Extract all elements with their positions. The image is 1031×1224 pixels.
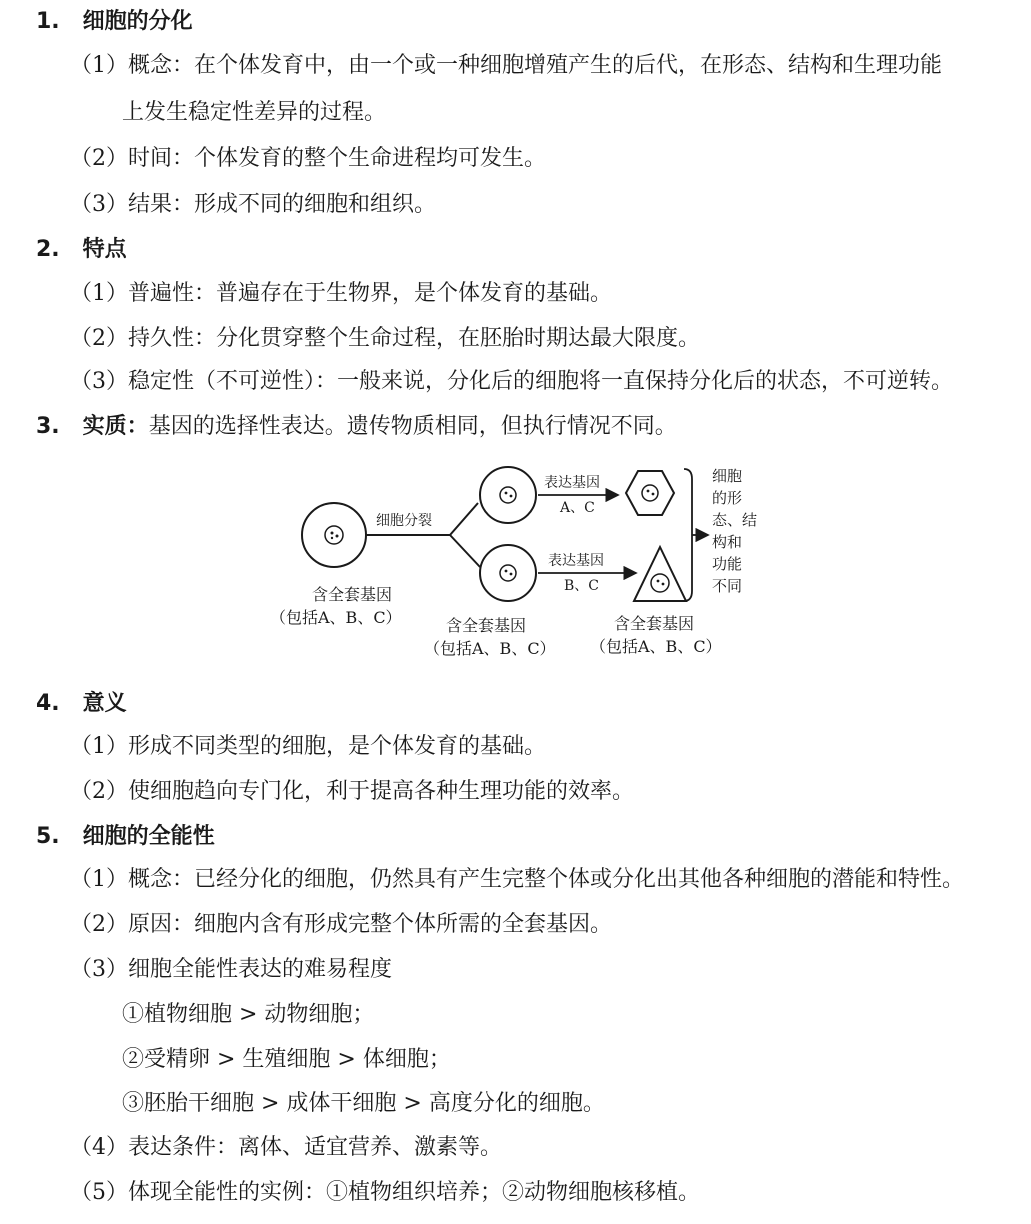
result-line-4: 构和: [712, 533, 743, 551]
section-5-rank-2: ②受精卵 > 生殖细胞 > 体细胞；: [122, 1047, 451, 1072]
section-3-line: 3. 实质：基因的选择性表达。遗传物质相同，但执行情况不同。: [36, 414, 677, 439]
branch-up: [450, 503, 478, 535]
section-2-item-2: （2）持久性：分化贯穿整个生命过程，在胚胎时期达最大限度。: [70, 326, 700, 351]
triangle-cell: [634, 547, 686, 601]
division-label: 细胞分裂: [376, 513, 432, 529]
section-5-rank-1: ①植物细胞 > 动物细胞；: [122, 1002, 375, 1027]
result-line-6: 不同: [712, 577, 743, 595]
caption-daughter: 含全套基因: [446, 616, 527, 635]
section-1-item-1-cont: 上发生稳定性差异的过程。: [122, 100, 387, 125]
caption-differentiated: 含全套基因: [614, 614, 695, 633]
express-top-label: 表达基因: [544, 475, 600, 491]
section-5-heading: 5. 细胞的全能性: [36, 824, 215, 849]
result-line-2: 的形: [712, 489, 743, 507]
upper-daughter-cell: [480, 467, 536, 523]
section-5-item-3: （3）细胞全能性表达的难易程度: [70, 957, 392, 982]
express-bottom-genes: B、C: [564, 578, 599, 594]
caption-original: 含全套基因: [312, 585, 393, 604]
section-5-item-1: （1）概念：已经分化的细胞，仍然具有产生完整个体或分化出其他各种细胞的潜能和特性。: [70, 867, 965, 892]
section-2-item-3: （3）稳定性（不可逆性）：一般来说，分化后的细胞将一直保持分化后的状态，不可逆转。: [70, 369, 954, 394]
section-5-item-4: （4）表达条件：离体、适宜营养、激素等。: [70, 1135, 502, 1160]
express-top-genes: A、C: [560, 500, 595, 516]
section-5-rank-3: ③胚胎干细胞 > 成体干细胞 > 高度分化的细胞。: [122, 1091, 605, 1116]
section-5-item-2: （2）原因：细胞内含有形成完整个体所需的全套基因。: [70, 912, 612, 937]
section-1-item-2: （2）时间：个体发育的整个生命进程均可发生。: [70, 146, 546, 171]
original-cell: [302, 503, 366, 567]
caption-daughter-detail: （包括A、B、C）: [424, 639, 556, 658]
section-5-item-5: （5）体现全能性的实例：①植物组织培养；②动物细胞核移植。: [70, 1180, 700, 1205]
section-1-item-3: （3）结果：形成不同的细胞和组织。: [70, 192, 436, 217]
caption-original-detail: （包括A、B、C）: [270, 608, 402, 627]
section-4-heading: 4. 意义: [36, 691, 127, 716]
section-1-item-1: （1）概念：在个体发育中，由一个或一种细胞增殖产生的后代，在形态、结构和生理功能: [70, 53, 943, 78]
caption-differentiated-detail: （包括A、B、C）: [590, 637, 722, 656]
section-2-item-1: （1）普遍性：普遍存在于生物界，是个体发育的基础。: [70, 281, 612, 306]
result-line-3: 态、结: [712, 511, 758, 529]
hexagon-cell: [626, 471, 674, 515]
lower-daughter-cell: [480, 545, 536, 601]
result-line-1: 细胞: [712, 467, 743, 485]
express-bottom-label: 表达基因: [548, 553, 604, 569]
section-2-heading: 2. 特点: [36, 237, 127, 262]
branch-down: [450, 535, 480, 567]
section-4-item-2: （2）使细胞趋向专门化，利于提高各种生理功能的效率。: [70, 779, 634, 804]
result-line-5: 功能: [712, 555, 743, 573]
section-4-item-1: （1）形成不同类型的细胞，是个体发育的基础。: [70, 734, 546, 759]
result-bracket: [684, 469, 692, 601]
cell-differentiation-diagram: [260, 455, 780, 670]
section-1-heading: 1. 细胞的分化: [36, 9, 193, 34]
